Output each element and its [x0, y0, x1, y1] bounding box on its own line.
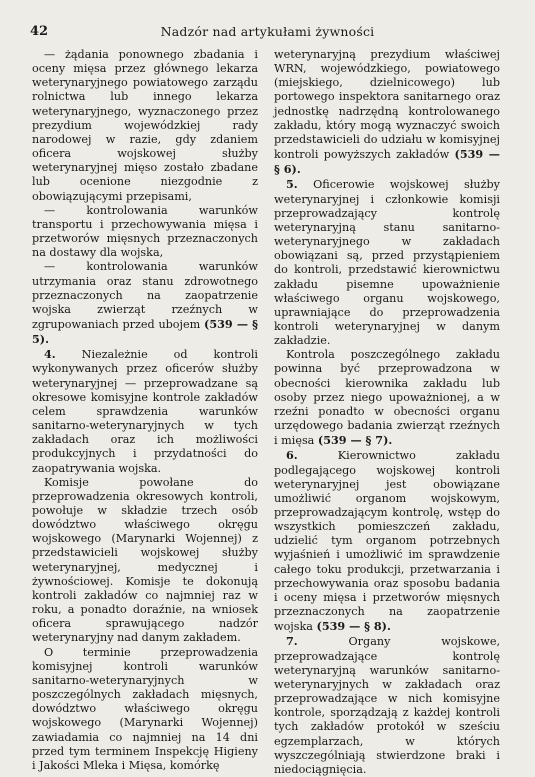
running-title: Nadzór nad artykułami żywności: [160, 24, 375, 39]
numbered-paragraph: [274, 177, 500, 348]
paragraph-text: Kontrola poszczególnego zakładu powinna być przeprowadzona w obecności kierownika zakładu lub osoby przez niego upoważnionej, a w rzeźni ponadto w obecności organu urzędowego badania zwierząt rzeźnych i mięsa: [274, 348, 500, 448]
paragraph-text: — kontrolowania warunków utrzymania oraz stanu zdrowotnego przeznaczonych na zaopatrzenie wojska zwierząt rzeźnych w zgrupowaniach przed ubojem: [32, 260, 258, 331]
legal-reference: (539 — § 8).: [316, 619, 391, 634]
numbered-paragraph: [32, 347, 258, 475]
legal-reference: (539 — § 7).: [317, 433, 393, 448]
paragraph-text: Niezależnie od kontroli wykonywanych przez oficerów służby weterynaryjnej — przeprowadzane są okresowe komisyjne kontrole zakładów celem sprawdzenia warunków sanitarno-weterynaryjnych w tych zakładach oraz ich możliwości produkcyjnych i przydatności do zaopatrywania wojska.: [32, 348, 258, 475]
legal-reference: (539 — § 5).: [32, 316, 258, 347]
paragraph: — kontrolowania warunków transportu i przechowywania mięsa i przetworów mięsnych przeznaczonych na dostawy dla wojska,: [32, 203, 258, 260]
numbered-paragraph: [274, 448, 500, 634]
paragraph: O terminie przeprowadzenia komisyjnej kontroli warunków sanitarno-weterynaryjnych w poszczególnych zakładach mięsnych, dowództwo właściwego okręgu wojskowego (Marynarki Wojennej) zawiadamia co najmniej na 14 dni przed tym terminem Inspekcję Higieny i Jakości Mleka i Mięsa, komórkę: [32, 645, 258, 772]
paragraph-text: weterynaryjną prezydium właściwej WRN, wojewódzkiego, powiatowego (miejskiego, dzielnicowego) lub portowego inspektora sanitarnego oraz jednostkę nadrzędną kontrolowanego zakładu, który mogą wyznaczyć swoich przedstawicieli do udziału w komisyjnej kontroli powyższych zakładów: [274, 48, 500, 162]
legal-reference: (539 — § 6).: [274, 147, 500, 177]
paragraph-number: 7.: [286, 634, 298, 649]
paragraph-number: 6.: [286, 448, 298, 463]
column-gutter: [264, 60, 265, 720]
paragraph: — żądania ponownego zbadania i oceny mięsa przez głównego lekarza weterynaryjnego powiatowego zarządu rolnictwa lub innego lekarza weterynaryjnego, wyznaczonego przez prezydium wojewódzkiej rady narodowej w razie, gdy zdaniem oficera wojskowej służby weterynaryjnej mięso zostało zbadane lub ocenione niezgodnie z obowiązującymi przepisami,: [32, 48, 258, 203]
paragraph-number: 5.: [286, 177, 298, 192]
paragraph-text: Kierownictwo zakładu podlegającego wojskowej kontroli weterynaryjnej jest obowiązane umożliwić organom wojskowym, przeprowadzającym kontrolę, wstęp do wszystkich pomieszczeń zakładu, udzielić tym organom potrzebnych wyjaśnień i umożliwić im sprawdzenie całego toku produkcji, przetwarzania i przechowywania oraz sposobu badania i oceny mięsa i przetworów mięsnych przeznaczonych na zaopatrzenie wojska: [274, 449, 500, 634]
paragraph-text: Organy wojskowe, przeprowadzające kontrolę weterynaryjną warunków sanitarno-weterynaryjnych w zakładach oraz przeprowadzające w nich komisyjne kontrole, sporządzają z każdej kontroli tych zakładów protokół w sześciu egzemplarzach, w których wyszczególniają stwierdzone braki i niedociągnięcia.: [274, 635, 500, 776]
page-header: [0, 0, 535, 40]
paragraph-number: 4.: [44, 347, 56, 362]
paragraph: [274, 48, 500, 177]
page-number: 42: [30, 24, 49, 39]
numbered-paragraph: [274, 634, 500, 777]
right-column: [274, 48, 500, 777]
left-column: [32, 48, 258, 773]
paragraph: Komisje powołane do przeprowadzenia okresowych kontroli, powołuje w składzie trzech osób dowództwo właściwego okręgu wojskowego (Marynarki Wojennej) z przedstawicieli wojskowej służby weterynaryjnej, medycznej i żywnościowej. Komisje te dokonują kontroli zakładów co najmniej raz w roku, a ponadto doraźnie, na wniosek oficera sprawującego nadzór weterynaryjny nad danym zakładem.: [32, 475, 258, 645]
paragraph: [274, 348, 500, 448]
paragraph: [32, 260, 258, 347]
paragraph-text: Oficerowie wojskowej służby weterynaryjnej i członkowie komisji przeprowadzający kontrolę weterynaryjną stanu sanitarno-weterynaryjnego w zakładach obowiązani są, przed przystąpieniem do kontroli, przedstawić kierownictwu zakładu pisemne upoważnienie właściwego organu wojskowego, uprawniające do przeprowadzenia kontroli weterynaryjnej w danym zakładzie.: [274, 178, 500, 348]
